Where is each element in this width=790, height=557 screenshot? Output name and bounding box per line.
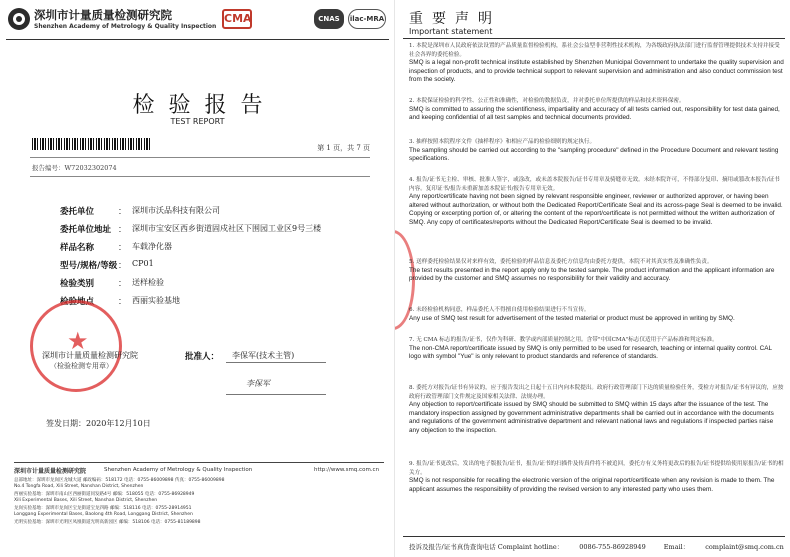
statement-en: Any report/certificate having not been signed by relevant responsible engineer, reviewer or authorized approver, or having been altered without authorization, or without both the Dedicated Report/Certificate Seal and its across-page Seal is deemed to be invalid. Copying or excerpting portion of, or altering the content of the report/certificate is not permitted without the written authorization of SMQ. Any copy of certificates/reports without the Dedicated Report/Certificate Seal is deemed to be invalid. bbox=[409, 193, 783, 226]
statement-item bbox=[409, 138, 784, 164]
smq-logo-icon bbox=[8, 8, 30, 30]
report-header bbox=[6, 6, 389, 40]
statement-en: The sampling should be carried out according to the "sampling procedure" defined in the Procedure Document and relevant testing specifications. bbox=[409, 146, 779, 163]
field-label: 型号/规格/等级 bbox=[60, 261, 118, 271]
statement-en: SMQ is committed to assuring the scientificness, impartiality and accuracy of all tests carried out, responsibility for test data gained, and keeping confidential of all test samples and technical documents provided. bbox=[409, 105, 780, 122]
statement-title-cn: 重要声明 bbox=[409, 11, 501, 27]
report-title-cn: 检验报告 bbox=[132, 93, 277, 118]
statement-cn: 9. 报告/证书更改后，发出的电子版报告/证书，报告/证书的扫描件及传真件将不被追回，委托方有义务将更改后的报告/证书提供给使用原报告/证书的相关方。 bbox=[409, 461, 784, 476]
field-label: 委托单位地址 bbox=[60, 225, 112, 235]
approver-value: 李保军(技术主管) bbox=[232, 351, 295, 360]
field-value: 车载净化器 bbox=[132, 242, 172, 251]
divider bbox=[403, 38, 785, 39]
statement-en: Any use of SMQ test result for advertisement of the tested material or product must be approved in writing by SMQ. bbox=[409, 314, 735, 322]
statement-cn: 5. 送样委托检验结果仅对来样有效，委托检验的样品信息及委托方信息均由委托方提供，本院不对其真实性及准确性负责。 bbox=[409, 259, 713, 265]
statement-item bbox=[409, 42, 784, 85]
footer-org-en: Shenzhen Academy of Metrology & Quality Inspection bbox=[104, 467, 253, 473]
field-value: 西丽实验基地 bbox=[132, 296, 180, 305]
statement-cn: 2. 本院保证检验的科学性、公正性和准确性，对检验的数据负责，并对委托单位所提供的样品和技术资料保密。 bbox=[409, 98, 685, 104]
approver-signature: 李保军 bbox=[246, 379, 270, 388]
statement-item bbox=[409, 258, 784, 284]
report-title-en: TEST REPORT bbox=[170, 117, 225, 126]
statement-en: SMQ is not responsible for recalling the electronic version of the original report/certificate when any revision is made to them. The applicant assumes the responsibility of providing the revised version to any interested party who uses them. bbox=[409, 477, 775, 493]
footer-line: Longgang Experimental Bases, Baolong 4th Road, Longgang District, Shenzhen bbox=[14, 512, 193, 517]
report-footer bbox=[14, 462, 384, 525]
footer-org-cn: 深圳市计量质量检测研究院 bbox=[14, 468, 87, 475]
footer-website[interactable]: http://www.smq.com.cn bbox=[314, 467, 380, 473]
field-label: 检验类别 bbox=[60, 279, 95, 289]
complaint-email-label: Email： bbox=[663, 543, 690, 551]
statement-cn: 8. 委托方对报告/证书有异议的，应于报告发出之日起十五日内向本院提出。政府行政管理部门下达的质量检验任务，受检方对报告/证书有异议的，应按政府行政管理部门文件规定及国家相关法律、法规办理。 bbox=[409, 385, 784, 400]
footer-line: 西丽实验基地：深圳市南山区西丽街道同发路4号 邮编：518055 电话：0755-86928949 bbox=[14, 492, 195, 497]
footer-line: No.4 Tongfa Road, Xili Street, Nanshan District, Shenzhen bbox=[14, 484, 144, 489]
field-value: 深圳市宝安区西乡街道固戍社区下围园工业区9号三楼 bbox=[132, 224, 322, 233]
footer-line: 总部地址：深圳市龙岗区龙城大道 邮政编码：518172 电话：0755-86009898 传真：0755-86009898 bbox=[14, 478, 225, 483]
footer-line: 光明实验基地：深圳市光明区凤凰街道光明高新园区 邮编：518106 电话：0755-81189898 bbox=[14, 520, 201, 525]
statement-title-en: Important statement bbox=[409, 27, 493, 36]
statement-en: Any objection to report/certificate issued by SMQ should be submitted to SMQ within 15 days after the issuance of the test. The mandatory inspection assigned by government administrative departments shall be carried out in accordance with the documents and regulations of the government administrative department and relevant national laws and regulations if inspected parties raise any objection to the inspection. bbox=[409, 401, 774, 434]
statement-en: The non-CMA report/certificate issued by SMQ is only permitted to be used for research, teaching or internal quality control. CAL logo with symbol "Yue" is only relevant to product standards and reference of standards. bbox=[409, 344, 772, 361]
complaint-line bbox=[409, 542, 784, 551]
seal-star-icon: ★ bbox=[67, 327, 89, 355]
field-value: 送样检验 bbox=[132, 278, 164, 287]
complaint-phone[interactable]: 0086-755-86928949 bbox=[579, 543, 646, 551]
statement-en: SMQ is a legal non-profit technical institute established by Shenzhen Municipal Government to undertake the quality supervision and inspection of products, and to provide technical support to relevant supervision and administration and also conduct commission test from the society. bbox=[409, 59, 784, 84]
complaint-email[interactable]: complaint@smq.com.cn bbox=[705, 543, 784, 551]
field-label: 样品名称 bbox=[60, 243, 95, 253]
complaint-hotline-label: 投诉及报告/证书真伪查询电话 Complaint hotline： bbox=[409, 543, 564, 551]
statement-item bbox=[409, 460, 784, 494]
issue-date: 签发日期：2020年12月10日 bbox=[46, 419, 151, 428]
statement-page bbox=[395, 0, 790, 557]
divider bbox=[403, 536, 785, 537]
report-cover-page: 深圳市计量质量检测研究院 Shenzhen Academy of Metrology & Quality Inspection CMA CNAS ilac-MRA 检验报告 TEST REPORT 第 1 页，共 7 页 报告编号：W72032302074 委托单位 ： 深圳市沃品科技有限公司 委托单位地址 ： 深圳市宝安区西乡街道固戍社区下围园工业区9号三楼 样品名称 ： 车载净化器 型号/规格/等级 ： CP01 检验类别 ： 送样检验 检验地点 ： 西丽实验基地 ★ 深圳市计量质量检测研究院 （检验检测专用章） 批准人： 李保军(技术主管) 李保军 签发日期：2020年12月10日 深圳市计量质量检测研究院 Shenzhen Academy of Metrology & Quality Inspection http://www.smq.com.cn 总部地址：深圳市龙岗区龙城大道 邮政编码：518172 电话：0755-86009898 传真：0755-86009898 No.4 Tongfa Road, Xili Street, Nanshan District, Shenzhen 西丽实验基地：深圳市南山区西丽街道同发路4号 邮编：518055 电话：0755-86928949 Xili Experimental Bases, Xili Street, Nanshan District, Shenzhen 龙岗实验基地：深圳市龙岗区宝龙街道宝龙四路 邮编：518116 电话：0755-28914951 Longgang Experimental Bases, Baolong 4th Road, Longgang District, Shenzhen 光明实验基地：深圳市光明区凤凰街道光明高新园区 邮编：518106 电话：0755-81189898 bbox=[0, 0, 395, 557]
barcode-icon bbox=[32, 138, 152, 150]
issuer-stamp-note: （检验检测专用章） bbox=[50, 362, 113, 370]
ilac-mark-icon: ilac-MRA bbox=[348, 9, 386, 29]
field-label: 委托单位 bbox=[60, 207, 95, 217]
statement-cn: 6. 未经检验机构同意，样品委托人不得擅自使用检验结果进行不当宣传。 bbox=[409, 307, 590, 313]
field-label: 检验地点 bbox=[60, 297, 95, 307]
cma-mark-icon: CMA bbox=[222, 9, 252, 29]
footer-line: 龙岗实验基地：深圳市龙岗区宝龙街道宝龙四路 邮编：518116 电话：0755-28914951 bbox=[14, 506, 192, 511]
statement-cn: 4. 报告/证书无主检、审核、批准人签字，或涂改，或未盖本院报告/证书专用章及骑缝章无效。未经本院许可，不得部分复印、摘用或篡改本报告/证书内容。复印证书/报告未重新加盖本院证书/报告专用章无效。 bbox=[409, 177, 780, 192]
statement-cn: 3. 抽样按照本院程序文件《抽样程序》和相应产品的检验细则的规定执行。 bbox=[409, 139, 596, 145]
statement-cn: 7. 无 CMA 标志的报告/证书，仅作为科研、教学或内部质量控制之用。含带"中国CMA"标志仅适用于产品标准和判定标准。 bbox=[409, 337, 718, 343]
statement-item bbox=[409, 176, 784, 228]
header-org-en: Shenzhen Academy of Metrology & Quality Inspection bbox=[34, 23, 217, 30]
statement-item bbox=[409, 384, 784, 436]
field-value: CP01 bbox=[132, 259, 154, 268]
statement-item bbox=[409, 336, 784, 362]
approver-label: 批准人： bbox=[185, 352, 220, 362]
cnas-mark-icon: CNAS bbox=[314, 9, 344, 29]
statement-en: The test results presented in the report apply only to the tested sample. The product information and the applicant information are provided by the customer and SMQ assumes no responsibility for their validity and accuracy. bbox=[409, 266, 775, 283]
official-seal-icon bbox=[30, 300, 122, 392]
statement-item bbox=[409, 97, 784, 123]
divider bbox=[226, 362, 326, 363]
statement-cn: 1. 本院是深圳市人民政府依法设置的产品质量监督检验机构，系社会公益型非营利性技术机构，为各级政府执法部门进行监督管理提供技术支持并接受社会各界的委托检验。 bbox=[409, 43, 780, 58]
divider bbox=[226, 394, 326, 395]
divider bbox=[30, 176, 370, 177]
page-info: 第 1 页，共 7 页 bbox=[317, 144, 370, 152]
statement-item bbox=[409, 306, 784, 323]
issuer-name: 深圳市计量质量检测研究院 bbox=[42, 351, 138, 360]
header-org-cn: 深圳市计量质量检测研究院 bbox=[34, 8, 172, 22]
report-number: 报告编号：W72032302074 bbox=[32, 164, 117, 172]
field-value: 深圳市沃品科技有限公司 bbox=[132, 206, 220, 215]
divider bbox=[30, 157, 370, 158]
footer-line: Xili Experimental Bases, Xili Street, Nanshan District, Shenzhen bbox=[14, 498, 158, 503]
